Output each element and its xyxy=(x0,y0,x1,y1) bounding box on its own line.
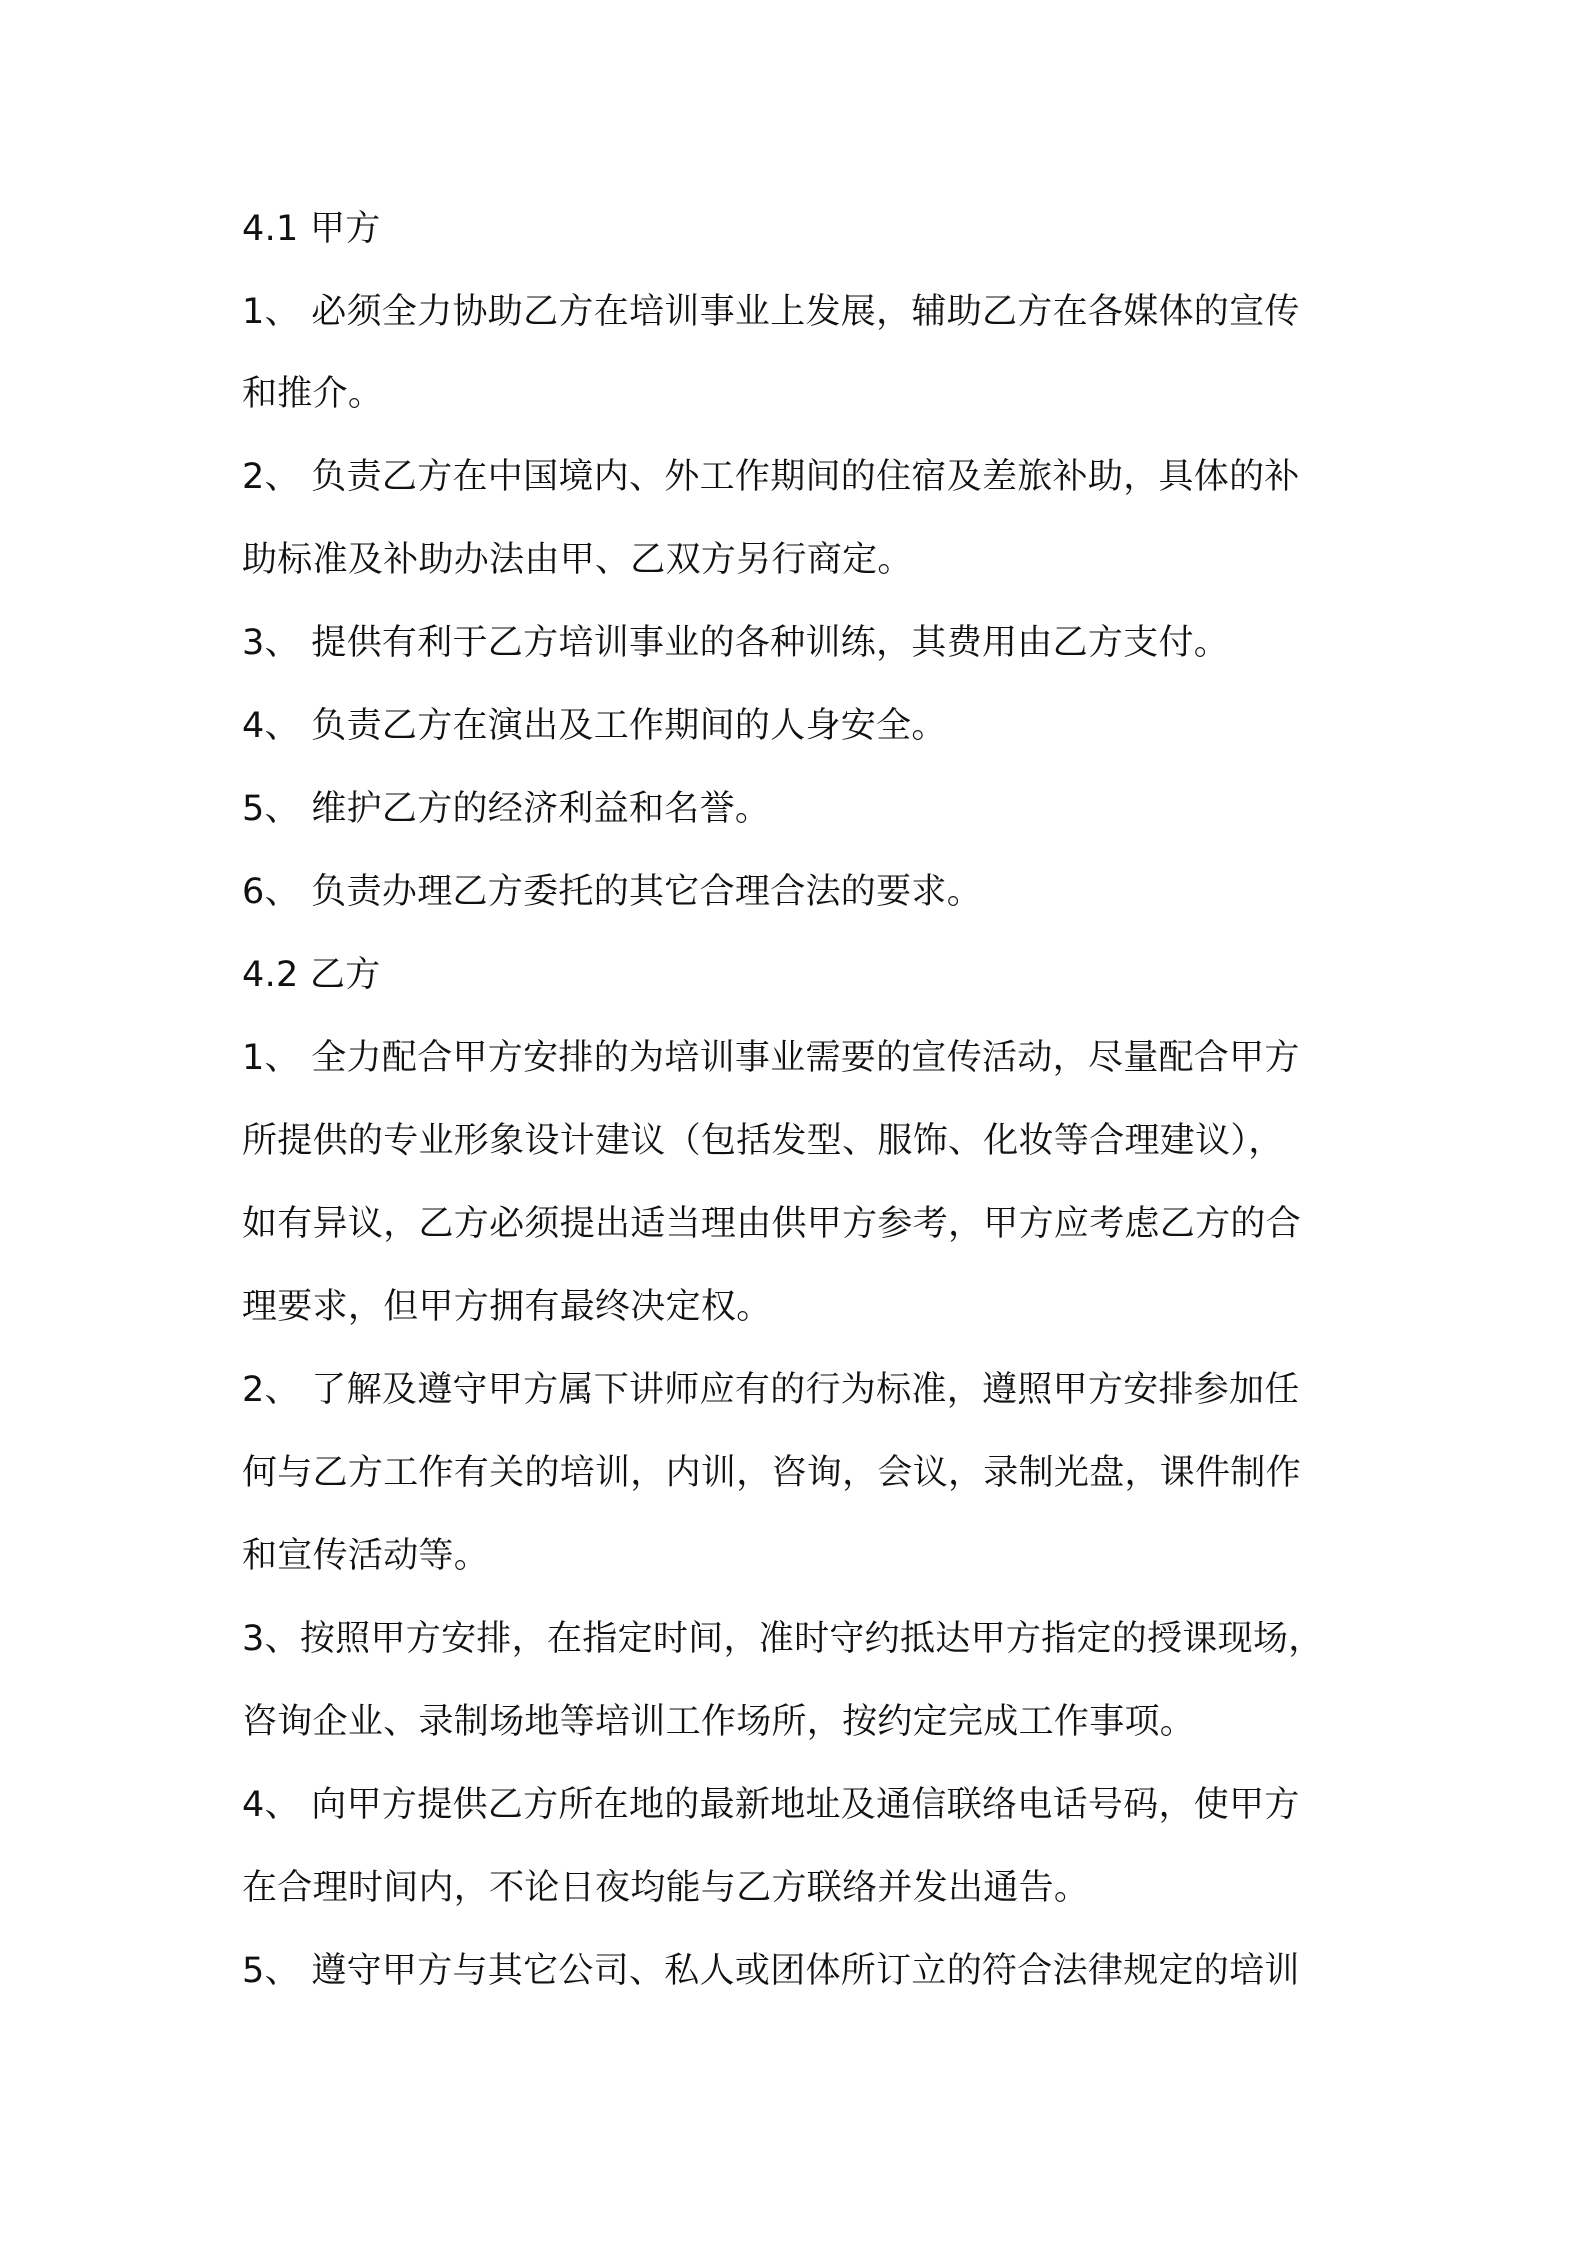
clause-4-2-5-line-1: 5、 遵守甲方与其它公司、私人或团体所订立的符合法律规定的培训 xyxy=(242,1951,1300,1991)
section-heading-4-1: 4.1 甲方 xyxy=(242,209,381,249)
clause-4-2-2-line-1: 2、 了解及遵守甲方属下讲师应有的行为标准，遵照甲方安排参加任 xyxy=(242,1370,1300,1410)
clause-4-1-2-line-2: 助标准及补助办法由甲、乙双方另行商定。 xyxy=(242,540,913,580)
clause-4-2-1-line-4: 理要求，但甲方拥有最终决定权。 xyxy=(242,1287,772,1327)
clause-4-2-3-line-2: 咨询企业、录制场地等培训工作场所，按约定完成工作事项。 xyxy=(242,1702,1196,1742)
section-heading-4-2: 4.2 乙方 xyxy=(242,955,381,995)
clause-4-2-2-line-2: 何与乙方工作有关的培训，内训，咨询，会议，录制光盘，课件制作 xyxy=(242,1453,1302,1493)
clause-4-1-4: 4、 负责乙方在演出及工作期间的人身安全。 xyxy=(242,706,947,746)
clause-4-2-1-line-3: 如有异议，乙方必须提出适当理由供甲方参考，甲方应考虑乙方的合 xyxy=(242,1204,1302,1244)
clause-4-2-2-line-3: 和宣传活动等。 xyxy=(242,1536,490,1576)
clause-4-2-3-line-1: 3、按照甲方安排，在指定时间，准时守约抵达甲方指定的授课现场， xyxy=(242,1619,1324,1659)
clause-4-2-4-line-1: 4、 向甲方提供乙方所在地的最新地址及通信联络电话号码，使甲方 xyxy=(242,1785,1300,1825)
clause-4-1-6: 6、 负责办理乙方委托的其它合理合法的要求。 xyxy=(242,872,982,912)
clause-4-2-1-line-2: 所提供的专业形象设计建议（包括发型、服饰、化妆等合理建议）， xyxy=(242,1121,1284,1161)
clause-4-1-1-line-1: 1、 必须全力协助乙方在培训事业上发展，辅助乙方在各媒体的宣传 xyxy=(242,292,1300,332)
clause-4-2-4-line-2: 在合理时间内，不论日夜均能与乙方联络并发出通告。 xyxy=(242,1868,1090,1908)
clause-4-1-1-line-2: 和推介。 xyxy=(242,374,384,414)
clause-4-1-5: 5、 维护乙方的经济利益和名誉。 xyxy=(242,789,771,829)
clause-4-2-1-line-1: 1、 全力配合甲方安排的为培训事业需要的宣传活动，尽量配合甲方 xyxy=(242,1038,1300,1078)
clause-4-1-2-line-1: 2、 负责乙方在中国境内、外工作期间的住宿及差旅补助，具体的补 xyxy=(242,457,1300,497)
clause-4-1-3: 3、 提供有利于乙方培训事业的各种训练，其费用由乙方支付。 xyxy=(242,623,1230,663)
